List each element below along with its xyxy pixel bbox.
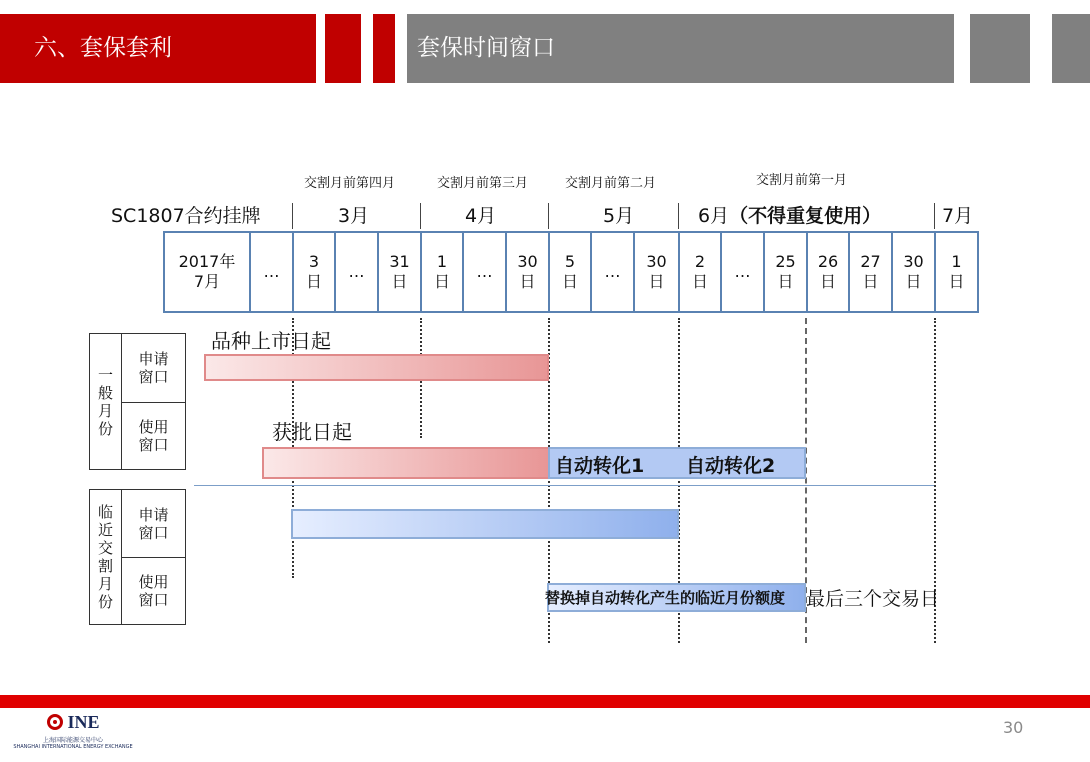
page-number: 30 (1003, 718, 1024, 737)
day-cell (848, 231, 893, 313)
month-5: 5月 (603, 205, 635, 227)
general-use-window (121, 402, 186, 470)
day-cell-label: 26 日 (817, 252, 839, 291)
day-cell-label: 25 日 (775, 252, 796, 291)
near-apply-window (121, 489, 186, 558)
general-apply-label: 申请 窗口 (138, 350, 169, 386)
phase-label-2: 交割月前第二月 (565, 176, 657, 191)
general-apply-start-label: 品种上市日起 (211, 329, 331, 353)
near-apply-bar (291, 509, 679, 539)
day-cell-label: 27 日 (860, 252, 881, 291)
phase-label-3: 交割月前第三月 (437, 176, 529, 191)
day-cell (377, 231, 422, 313)
day-cell (763, 231, 808, 313)
listing-label: SC1807合约挂牌 (111, 205, 261, 227)
month-3: 3月 (338, 205, 370, 227)
day-cell (678, 231, 722, 313)
last-three-days-label: 最后三个交易日 (806, 588, 940, 610)
month-6-label: 6月 (698, 205, 730, 227)
month-separator (548, 203, 549, 229)
month-6-note: （不得重复使用） (729, 205, 882, 227)
month-separator (420, 203, 421, 229)
day-cell (590, 231, 635, 313)
logo-text: INE (67, 711, 100, 732)
day-cell (462, 231, 507, 313)
header-accent-block-2 (373, 14, 395, 83)
day-cell-label: 3 日 (305, 252, 322, 291)
near-use-window (121, 557, 186, 625)
month-separator (934, 203, 935, 229)
day-cell-label: 31 日 (389, 252, 410, 291)
near-apply-label: 申请 窗口 (138, 505, 169, 542)
day-cell-label: 2017年 7月 (178, 252, 236, 291)
day-cell (720, 231, 765, 313)
day-cell-label: 1 日 (948, 252, 965, 291)
day-cell-label: 30 日 (903, 252, 924, 291)
day-cell-label: 30 日 (646, 252, 667, 291)
near-use-label: 使用 窗口 (138, 573, 169, 609)
slide-title-bar (407, 14, 954, 83)
section-title: 六、套保套利 (34, 35, 172, 61)
day-cell-label: 5 日 (561, 252, 578, 291)
day-cell (163, 231, 251, 313)
general-month-group (89, 333, 122, 470)
day-cell (633, 231, 680, 313)
day-cell (806, 231, 850, 313)
slide-title: 套保时间窗口 (417, 35, 555, 61)
day-cell-label: … (348, 262, 365, 281)
header-gray-block-1 (970, 14, 1030, 83)
near-use-bar-text: 替换掉自动转化产生的临近月份额度 (545, 589, 786, 607)
general-apply-bar (204, 354, 549, 381)
header-gray-block-2 (1052, 14, 1090, 83)
month-4: 4月 (465, 205, 497, 227)
near-month-label: 临 近 交 割 月 份 (97, 503, 113, 611)
auto-convert-2-label: 自动转化2 (686, 455, 776, 477)
section-title-bar (0, 14, 316, 83)
day-cell-label: … (476, 262, 493, 281)
day-cell (334, 231, 379, 313)
general-use-bar (262, 447, 550, 479)
month-7: 7月 (942, 205, 974, 227)
day-cell (249, 231, 294, 313)
general-month-label: 一 般 月 份 (97, 365, 113, 438)
auto-convert-1-label: 自动转化1 (555, 455, 645, 477)
section-divider-line (194, 485, 934, 486)
footer-logo (8, 712, 138, 758)
day-cell (420, 231, 464, 313)
day-cell-label: … (734, 262, 751, 281)
day-cell-label: … (263, 262, 280, 281)
day-cell (505, 231, 550, 313)
ine-logo-icon (46, 713, 64, 731)
footer-red-band (0, 695, 1090, 708)
phase-label-1: 交割月前第一月 (756, 173, 848, 188)
day-cell-label: 30 日 (517, 252, 538, 291)
day-cell (891, 231, 936, 313)
day-cell-label: 2 日 (691, 252, 708, 291)
logo-en-text: SHANGHAI INTERNATIONAL ENERGY EXCHANGE (13, 744, 133, 750)
general-use-start-label: 获批日起 (272, 420, 352, 444)
phase-label-4: 交割月前第四月 (304, 176, 396, 191)
month-6 (698, 201, 881, 228)
day-cell (934, 231, 979, 313)
logo-cn-text: 上海国际能源交易中心 (42, 737, 103, 744)
header-accent-block-1 (325, 14, 361, 83)
day-cell-label: 1 日 (433, 252, 450, 291)
month-separator (678, 203, 679, 229)
month-separator (292, 203, 293, 229)
day-cell (548, 231, 592, 313)
day-cell-label: … (604, 262, 621, 281)
general-use-label: 使用 窗口 (138, 418, 169, 454)
day-cell (292, 231, 336, 313)
near-month-group (89, 489, 122, 625)
general-apply-window (121, 333, 186, 403)
